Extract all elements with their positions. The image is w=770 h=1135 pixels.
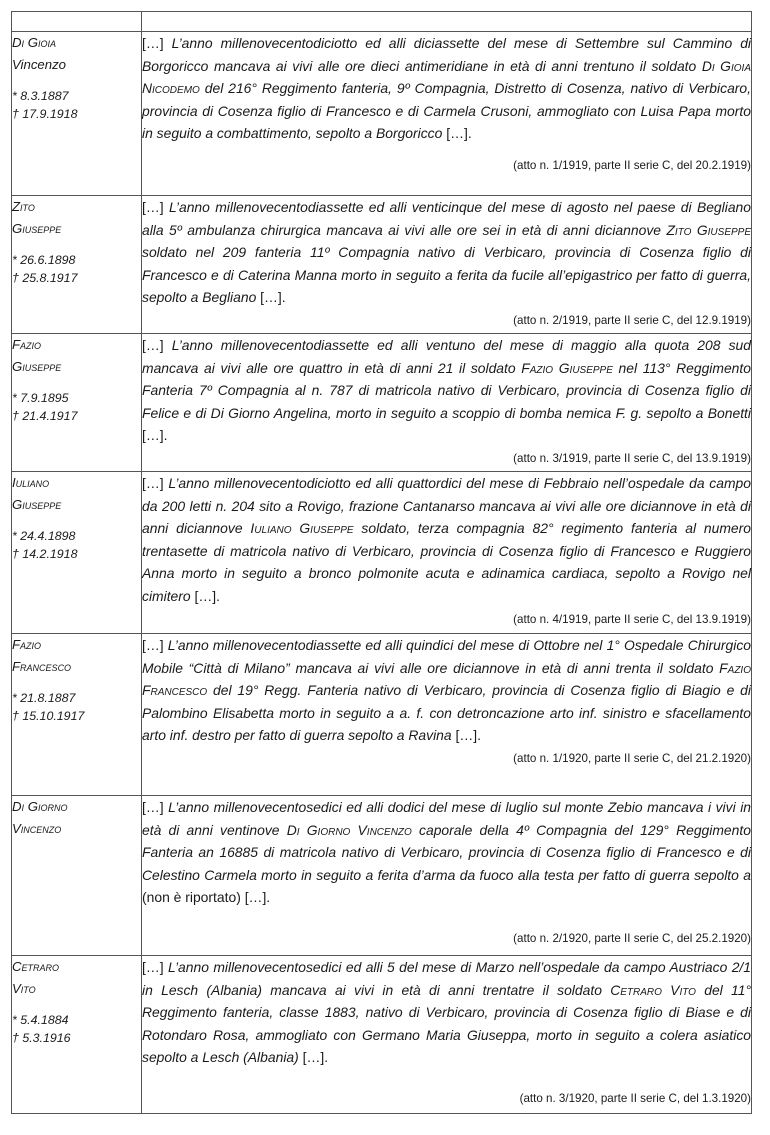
record-cell: [142, 196, 752, 334]
death-date: † 15.10.1917: [12, 708, 85, 723]
birth-date: * 24.4.1898: [12, 529, 76, 543]
birth-date: * 7.9.1895: [12, 391, 69, 405]
table-row: [12, 634, 752, 796]
table-header-row: [12, 12, 752, 32]
death-record-text: [142, 32, 751, 145]
soldier-name-in-text: Fazio Francesco: [142, 659, 751, 699]
text-segment: soldato, terza compagnia 82° regimento fanteria al numero trentasette di matricola nativo di Verbicaro, provincia di Cosenza figlio di Francesco e Ruggiero Anna morto in seguito a bronco polmonite acuta e adinamica cardiaca, sepolto a Rovigo nel cimitero: [142, 520, 751, 604]
soldier-given-name: Francesco: [12, 659, 72, 674]
text-segment: […].: [451, 727, 481, 744]
header-cell-text: [142, 12, 752, 32]
name-cell: [12, 956, 142, 1114]
header-cell-name: [12, 12, 142, 32]
birth-date: * 5.4.1884: [12, 1013, 69, 1027]
soldier-name-in-text: Fazio Giuseppe: [521, 359, 613, 376]
text-segment: […]: [142, 199, 169, 215]
soldier-given-name: Giuseppe: [12, 497, 62, 512]
record-citation: (atto n. 2/1919, parte II serie C, del 12.9.1919): [513, 313, 751, 327]
text-segment: […].: [190, 587, 220, 604]
text-segment: L’anno millenovecentosedici ed alli dodici del mese di luglio sul monte Zebio mancava i vivi in età di anni ventinove: [142, 799, 752, 838]
soldier-name-in-text: Di Giorno Vincenzo: [286, 821, 412, 838]
record-citation: (atto n. 3/1919, parte II serie C, del 13.9.1919): [513, 451, 751, 465]
text-segment: […]: [142, 35, 172, 51]
soldier-given-name: Vito: [12, 981, 36, 996]
death-date: † 5.3.1916: [12, 1030, 71, 1045]
soldier-given-name: Giuseppe: [12, 221, 62, 236]
text-segment: del 11° Reggimento fanteria, classe 1883, nativo di Verbicaro, provincia di Cosenza figlio di Biase e di Rotondaro Rosa, ammogliato con Germano Maria Giuseppa, morto in seguito a colera asiatico sepolto a Lesch (Albania): [142, 981, 752, 1066]
death-record-text: [142, 796, 751, 909]
death-date: † 25.8.1917: [12, 270, 78, 285]
life-dates: [12, 1012, 141, 1047]
table-row: [12, 472, 752, 634]
soldier-surname: Di Giorno: [12, 799, 68, 814]
death-date: † 17.9.1918: [12, 106, 78, 121]
record-cell: [142, 32, 752, 196]
text-segment: del 19° Regg. Fanteria nativo di Verbicaro, provincia di Cosenza figlio di Biagio e di Palombino Elisabetta morto in seguito a a. f. con detroncazione arto inf. sinistro e sfacellamento arto inf. destro per fatto di guerra sepolto a Ravina: [142, 682, 751, 744]
soldier-surname: Fazio: [12, 337, 42, 352]
death-record-text: [142, 472, 751, 608]
text-segment: L’anno millenovecentodiassette ed alli ventuno del mese di maggio alla quota 208 sud mancava ai vivi alle ore quattro in età di anni 21 il soldato: [142, 337, 751, 376]
text-segment: L’anno millenovecentodiassette ed alli venticinque del mese di agosto nel paese di Begliano alla 5º ambulanza chirurgica mancava ai vivi alle ore sei in età di anni diciannove: [142, 199, 752, 238]
record-citation: (atto n. 3/1920, parte II serie C, del 1.3.1920): [519, 1091, 751, 1105]
text-segment: […].: [256, 289, 286, 306]
soldier-surname: Zito: [12, 199, 35, 214]
soldier-given-name: Vincenzo: [12, 821, 62, 836]
death-date: † 21.4.1917: [12, 408, 78, 423]
text-segment: […]: [142, 799, 169, 815]
soldier-name-in-text: Zito Giuseppe: [666, 221, 751, 238]
name-cell: [12, 634, 142, 796]
record-cell: [142, 334, 752, 472]
soldier-surname: Cetraro: [12, 959, 60, 974]
record-cell: [142, 634, 752, 796]
name-cell: [12, 32, 142, 196]
soldier-name-in-text: Cetraro Vito: [610, 981, 696, 998]
table-row: [12, 956, 752, 1114]
table-row: [12, 32, 752, 196]
birth-date: * 21.8.1887: [12, 691, 76, 705]
text-segment: L’anno millenovecentosedici ed alli 5 del mese di Marzo nell’ospedale da campo Austriaco 2/1 in Lesch (Albania) mancava ai vivi in età di anni trentatre il soldato: [142, 959, 752, 998]
text-segment: L’anno millenovecentodiciotto ed alli diciassette del mese di Settembre sul Cammino di Borgoricco mancava ai vivi alle ore dieci antimeridiane in età di anni trentuno il soldato: [142, 35, 752, 74]
life-dates: [12, 390, 141, 425]
text-segment: […]: [142, 637, 168, 653]
soldier-name-in-text: Di Gioia Nicodemo: [142, 57, 751, 97]
text-segment: […].: [442, 125, 472, 142]
text-segment: soldato nel 209 fanteria 11º Compagnia nativo di Verbicaro, provincia di Cosenza figlio di Francesco e di Caterina Manna morto in seguito a ferita da fucile all’epigastrico per fatto di guerra, sepolto a Begliano: [142, 244, 751, 306]
text-segment: caporale della 4º Compagnia del 129° Reggimento Fanteria an 16885 di matricola nativo di Verbicaro, provincia di Cosenza figlio di Francesco e di Celestino Carmela morto in seguito a ferita d’arma da fuoco alla testa per fatto di guerra sepolto a: [142, 821, 751, 883]
text-segment: L’anno millenovecentodiciotto ed alli quattordici del mese di Febbraio nell’ospedale da campo da 200 letti n. 204 sito a Rovigo, frazione Cantanarso mancava ai vivi alle ore diciannove in età di anni diciannove: [142, 475, 752, 537]
death-record-text: [142, 956, 751, 1069]
life-dates: [12, 88, 141, 123]
name-cell: [12, 796, 142, 956]
text-segment: nel 113° Reggimento Fanteria 7º Compagnia al n. 787 di matricola nativo di Verbicaro, provincia di Cosenza figlio di Felice e di Di Giorno Angelina, morto in seguito a scoppio di bomba nemica F. g. sepolto a Bonetti: [142, 359, 751, 421]
record-cell: [142, 796, 752, 956]
death-date: † 14.2.1918: [12, 546, 78, 561]
record-citation: (atto n. 1/1919, parte II serie C, del 20.2.1919): [513, 158, 751, 172]
text-segment: (non è riportato) […].: [142, 889, 271, 906]
record-cell: [142, 472, 752, 634]
text-segment: […]: [142, 475, 169, 491]
soldier-given-name: Giuseppe: [12, 359, 62, 374]
text-segment: […]: [142, 959, 168, 975]
document-page: [11, 11, 751, 1114]
table-row: [12, 796, 752, 956]
death-record-text: [142, 634, 751, 747]
life-dates: [12, 528, 141, 563]
name-cell: [12, 472, 142, 634]
birth-date: * 26.6.1898: [12, 253, 76, 267]
life-dates: [12, 690, 141, 725]
record-citation: (atto n. 1/1920, parte II serie C, del 21.2.1920): [513, 751, 751, 765]
text-segment: del 216° Reggimento fanteria, 9º Compagnia, Distretto di Cosenza, nativo di Verbicaro, provincia di Cosenza figlio di Francesco e di Carmela Crusoni, ammogliato con Luisa Papa morto in seguito a combattimento, sepolto a Borgoricco: [142, 80, 751, 142]
table-row: [12, 334, 752, 472]
soldier-surname: Fazio: [12, 637, 42, 652]
record-citation: (atto n. 2/1920, parte II serie C, del 25.2.1920): [513, 931, 751, 945]
death-records-table: [11, 11, 752, 1114]
table-row: [12, 196, 752, 334]
soldier-surname: Di Gioia: [12, 35, 56, 50]
text-segment: […].: [298, 1049, 329, 1066]
record-cell: [142, 956, 752, 1114]
text-segment: […]: [142, 337, 172, 353]
death-record-text: [142, 334, 751, 447]
name-cell: [12, 334, 142, 472]
soldier-given-name: Vincenzo: [12, 57, 67, 72]
birth-date: * 8.3.1887: [12, 89, 69, 103]
text-segment: […].: [142, 427, 168, 444]
soldier-name-in-text: Iuliano Giuseppe: [250, 520, 354, 537]
text-segment: L’anno millenovecentodiassette ed alli quindici del mese di Ottobre nel 1° Ospedale Chirurgico Mobile “Città di Milano” mancava ai vivi alle ore diciannove in età di anni trenta il soldato: [142, 637, 751, 676]
soldier-surname: Iuliano: [12, 475, 50, 490]
name-cell: [12, 196, 142, 334]
death-record-text: [142, 196, 751, 309]
record-citation: (atto n. 4/1919, parte II serie C, del 13.9.1919): [513, 612, 751, 626]
life-dates: [12, 252, 141, 287]
